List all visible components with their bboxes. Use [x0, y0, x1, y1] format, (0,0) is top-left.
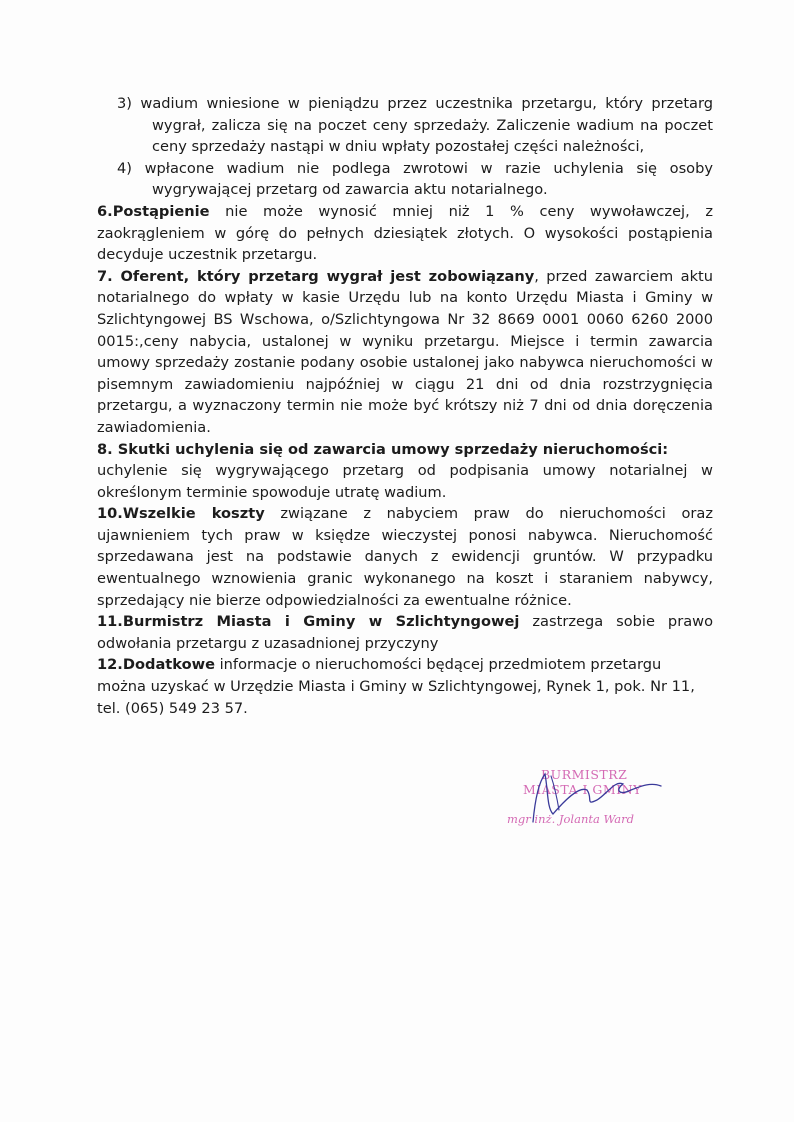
section-heading: 12.Dodatkowe — [97, 656, 215, 674]
official-stamp — [495, 760, 695, 830]
section-heading: 11.Burmistrz Miasta i Gminy w Szlichtyngowej — [97, 613, 520, 631]
section-text: związane z nabyciem praw do nieruchomości oraz ujawnieniem tych praw w księdze wieczystej ponosi nabywca. Nieruchomość sprzedawana jest na podstawie danych z ewidencji gruntów. W przypadku ewentualnego wznowienia granic wykonanego na koszt i staraniem nabywcy, sprzedający nie bierze odpowiedzialności za ewentualne różnice. — [97, 505, 713, 609]
section-8-text — [97, 460, 713, 503]
document-body — [97, 93, 713, 719]
list-item-text: wpłacone wadium nie podlega zwrotowi w razie uchylenia się osoby wygrywającej przetarg od zawarcia aktu notarialnego. — [144, 159, 713, 199]
stamp-subtitle: MIASTA I GMINY — [523, 782, 642, 797]
section-12-dodatkowe — [97, 654, 713, 719]
handwritten-signature — [495, 760, 695, 830]
list-number: 4) — [117, 159, 132, 177]
section-text: , przed zawarciem aktu notarialnego do wpłaty w kasie Urzędu lub na konto Urzędu Miasta i Gminy w Szlichtyngowej BS Wschowa, o/Szlichtyngowa Nr 32 8669 0001 0060 6260 2000 0015:,ceny nabycia, ustalonej w wyniku przetargu. Miejsce i termin zawarcia umowy sprzedaży zostanie podany osobie ustalonej jako nabywca nieruchomości w pisemnym zawiadomieniu najpóźniej w ciągu 21 dni od dnia rozstrzygnięcia przetargu, a wyznaczony termin nie może być krótszy niż 7 dni od dnia doręczenia zawiadomienia. — [97, 267, 713, 436]
section-text: uchylenie się wygrywającego przetarg od podpisania umowy notarialnej w określonym terminie spowoduje utratę wadium. — [97, 462, 713, 501]
section-10-koszty — [97, 503, 713, 611]
section-heading: 10.Wszelkie koszty — [97, 505, 265, 523]
list-item-3 — [97, 93, 713, 158]
section-8-skutki — [97, 439, 713, 461]
section-text: zastrzega sobie prawo odwołania przetargu z uzasadnionej przyczyny — [97, 613, 713, 652]
list-item-4 — [97, 158, 713, 201]
section-text: nie może wynosić mniej niż 1 % ceny wywoławczej, z zaokrągleniem w górę do pełnych dziesiątek złotych. O wysokości postąpienia decyduje uczestnik przetargu. — [97, 202, 713, 264]
list-number: 3) — [117, 95, 132, 112]
list-item-text: wadium wniesione w pieniądzu przez uczestnika przetargu, który przetarg wygrał, zalicza się na poczet ceny sprzedaży. Zaliczenie wadium na poczet ceny sprzedaży nastąpi w dniu wpłaty pozostałej części należności, — [140, 95, 713, 156]
stamp-title: BURMISTRZ — [541, 767, 628, 782]
section-6-postapienie — [97, 201, 713, 266]
section-heading: 6.Postąpienie — [97, 202, 210, 220]
section-heading: 7. Oferent, który przetarg wygrał jest zobowiązany — [97, 267, 535, 285]
section-7-oferent — [97, 266, 713, 439]
section-heading: 8. Skutki uchylenia się od zawarcia umowy sprzedaży nieruchomości: — [97, 440, 669, 458]
section-text: informacje o nieruchomości będącej przedmiotem przetargu można uzyskać w Urzędzie Miasta i Gminy w Szlichtyngowej, Rynek 1, pok. Nr 11, tel. (065) 549 23 57. — [97, 656, 695, 717]
stamp-name: mgr inż. Jolanta Ward — [507, 812, 635, 826]
section-11-burmistrz — [97, 611, 713, 654]
